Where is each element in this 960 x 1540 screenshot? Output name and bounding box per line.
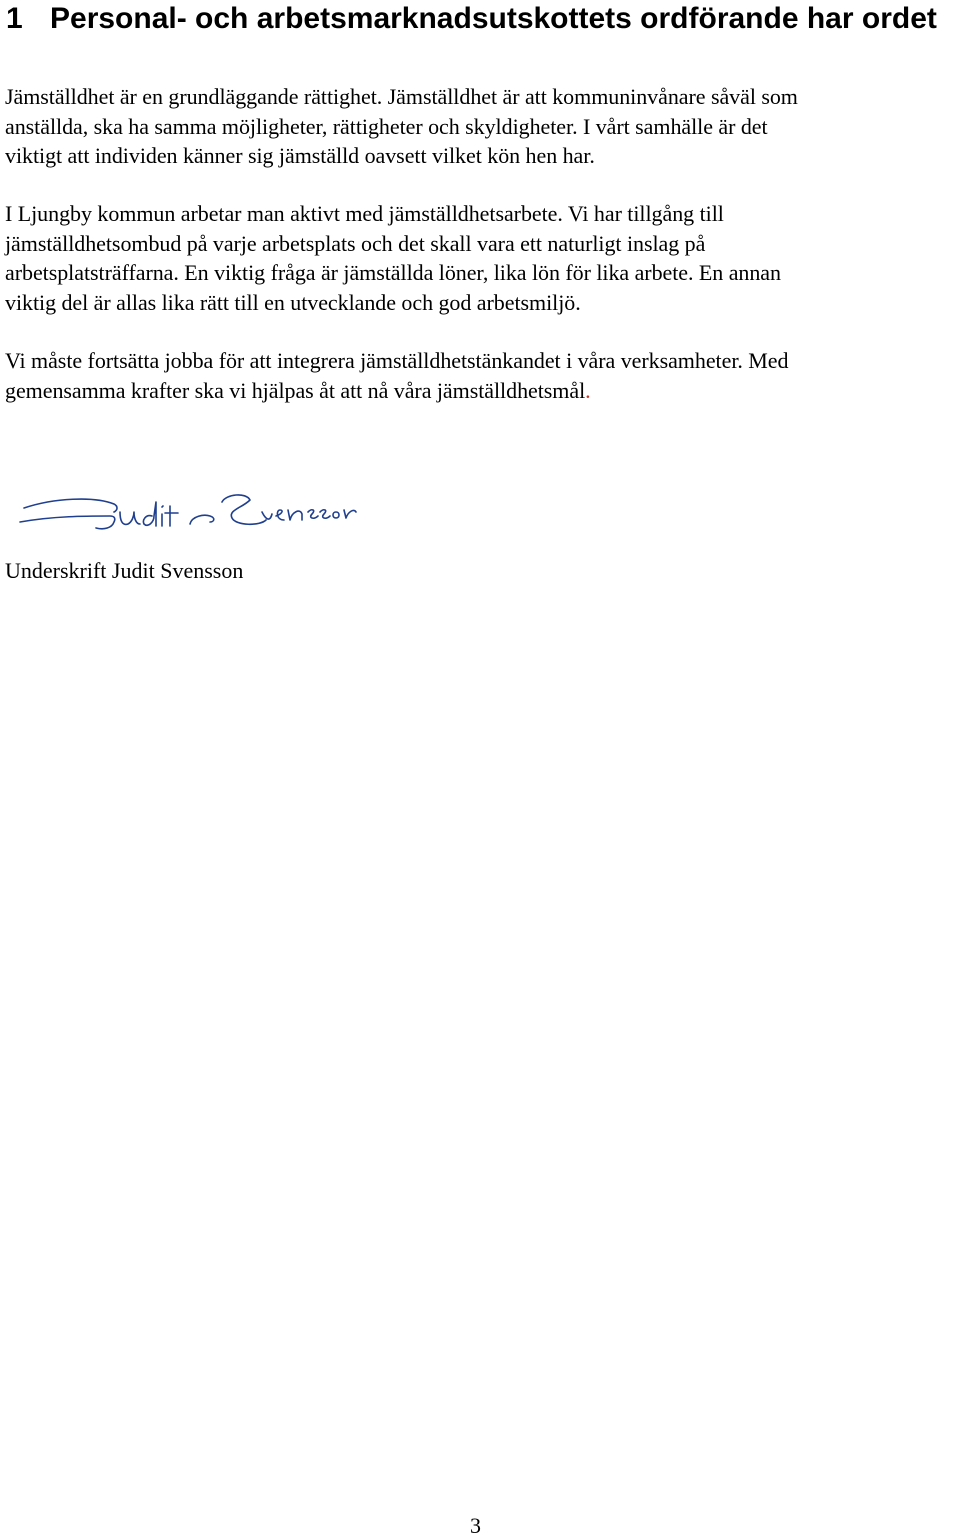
page-number: 3 [470,1513,481,1538]
paragraph-line: viktig del är allas lika rätt till en utvecklande och god arbetsmiljö. [5,289,581,315]
paragraph-conclusion [5,346,945,405]
section-title: Personal- och arbetsmarknadsutskottets ordförande har ordet [50,2,937,35]
final-period: . [585,377,591,403]
paragraph-ljungby [5,199,945,317]
paragraph-line-text: gemensamma krafter ska vi hjälpas åt att nå våra jämställdhetsmål [5,377,586,403]
paragraph-intro [5,82,945,171]
paragraph-line: arbetsplatsträffarna. En viktig fråga är jämställda löner, lika lön för lika arbete. En annan [5,260,781,285]
paragraph-line: anställda, ska ha samma möjligheter, rättigheter och skyldigheter. I vårt samhälle är det [5,113,768,139]
paragraph-line [5,376,945,406]
paragraph-line: viktigt att individen känner sig jämställd oavsett vilket kön hen har. [5,143,595,168]
paragraph-line: Vi måste fortsätta jobba för att integrera jämställdhetstänkandet i våra verksamheter. Med [5,348,789,373]
section-heading [6,0,956,38]
paragraph-line: I Ljungby kommun arbetar man aktivt med jämställdhetsarbete. Vi har tillgång till [5,201,724,226]
paragraph-line: jämställdhetsombud på varje arbetsplats och det skall vara ett naturligt inslag på [5,230,706,256]
paragraph-line: Jämställdhet är en grundläggande rättighet. Jämställdhet är att kommuninvånare såväl som [5,84,798,109]
signature-caption: Underskrift Judit Svensson [5,558,244,583]
section-number: 1 [6,2,23,35]
handwritten-signature [14,486,360,536]
